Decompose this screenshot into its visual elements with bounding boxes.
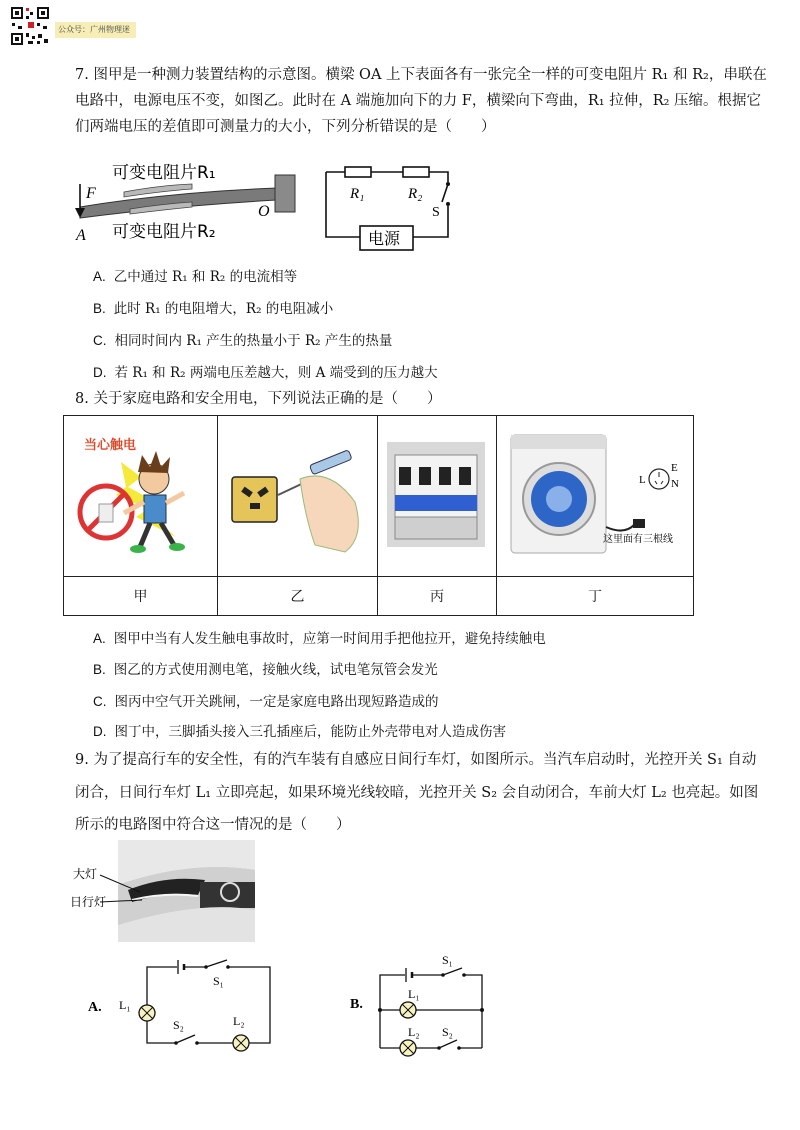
lamp-l2: [400, 1040, 416, 1056]
r2-resistor: [403, 167, 429, 177]
wall-support: [275, 175, 295, 212]
q9-stem-line-2: 闭合，日间行车灯 L₁ 立即亮起，如果环境光线较暗，光控开关 S₂ 会自动闭合，车前大灯 L₂ 也亮起。如图: [75, 785, 759, 801]
r1-resistor: [345, 167, 371, 177]
lamp-l1: [139, 1005, 155, 1021]
r1-label: 可变电阻片R₁: [112, 163, 216, 183]
r2-symbol: R₂: [408, 186, 423, 202]
source-label: 电源: [368, 229, 401, 248]
q7-option-c[interactable]: C. 相同时间内 R₁ 产生的热量小于 R₂ 产生的热量: [93, 333, 393, 349]
figure-ding-cell: [497, 416, 694, 577]
circuit-b-s1: S₁: [442, 953, 453, 967]
q7-stem-line-2: 电路中，电源电压不变，如图乙。此时在 A 端施加向下的力 F，横梁向下弯曲，R₁ 拉伸，R₂ 压缩。根据它: [75, 93, 762, 109]
circuit-a-s2: S₂: [173, 1018, 184, 1032]
daylight-label: 日行灯: [70, 895, 107, 909]
q8-stem: 8. 关于家庭电路和安全用电，下列说法正确的是（ ）: [75, 391, 442, 407]
circuit-a[interactable]: [85, 955, 285, 1060]
switch-s2: [176, 1035, 195, 1043]
circuit-a-l1: L₁: [119, 998, 131, 1012]
q7-stem-line-3: 们两端电压的差值即可测量力的大小，下列分析错误的是（ ）: [75, 119, 496, 135]
plug-label-l: L: [639, 473, 646, 486]
washing-machine-illustration: [499, 417, 691, 572]
circuit-b-l1: L₁: [408, 987, 420, 1001]
r2-label: 可变电阻片R₂: [112, 222, 216, 242]
q7-figure-jia: [72, 150, 307, 250]
q8-option-b[interactable]: B. 图乙的方式使用测电笔，接触火线，试电笔氖管会发光: [93, 662, 438, 678]
q8-option-d[interactable]: D. 图丁中，三脚插头接入三孔插座后，能防止外壳带电对人造成伤害: [93, 724, 506, 740]
circuit-a-label: A.: [88, 1000, 102, 1015]
switch-s: [442, 184, 448, 202]
caption-jia: 甲: [64, 577, 218, 616]
force-label: F: [86, 185, 96, 202]
warning-text: 当心触电: [83, 437, 136, 453]
q8-option-c[interactable]: C. 图丙中空气开关跳闸，一定是家庭电路出现短路造成的: [93, 694, 439, 710]
qr-code: [10, 6, 50, 46]
q9-stem-line-1: 9. 为了提高行车的安全性，有的汽车装有自感应日间行车灯，如图所示。当汽车启动时，光控开关 S₁ 自动: [75, 752, 757, 768]
electrocution-illustration: [66, 417, 216, 572]
switch-label: S: [432, 205, 440, 220]
q8-number: 8.: [75, 391, 89, 407]
caption-yi: 乙: [218, 577, 378, 616]
wire-note: 这里面有三根线: [603, 533, 673, 545]
q7-option-d[interactable]: D. 若 R₁ 和 R₂ 两端电压差越大，则 A 端受到的压力越大: [93, 365, 438, 381]
q7-option-a[interactable]: A. 乙中通过 R₁ 和 R₂ 的电流相等: [93, 269, 298, 285]
q7-figure-yi: [320, 160, 460, 255]
figure-jia-cell: [64, 416, 218, 577]
point-a-label: A: [76, 227, 86, 244]
switch-s1: [206, 960, 227, 967]
switch-s1: [443, 968, 462, 975]
point-o-label: O: [258, 203, 270, 220]
circuit-b-l2: L₂: [408, 1025, 420, 1039]
q7-stem-line-1: 7. 图甲是一种测力装置结构的示意图。横梁 OA 上下表面各有一张完全一样的可变电阻片 R₁ 和 R₂，串联在: [75, 67, 767, 83]
power-cord: [606, 525, 634, 531]
circuit-a-s1: S₁: [213, 974, 224, 988]
circuit-b[interactable]: [350, 950, 500, 1065]
q9-number: 9.: [75, 752, 89, 768]
air-switch-illustration: [381, 417, 493, 572]
switch-s2: [439, 1040, 457, 1048]
lamp-l2: [233, 1035, 249, 1051]
figure-bing-cell: [378, 416, 497, 577]
r1-symbol: R₁: [350, 186, 365, 202]
caption-ding: 丁: [497, 577, 694, 616]
figure-yi-cell: [218, 416, 378, 577]
three-pin-plug: [633, 519, 645, 528]
test-pen-illustration: [220, 417, 375, 572]
circuit-b-s2: S₂: [442, 1025, 453, 1039]
circuit-a-l2: L₂: [233, 1014, 245, 1028]
caption-bing: 丙: [378, 577, 497, 616]
plug-label-n: N: [671, 477, 679, 490]
q8-option-a[interactable]: A. 图甲中当有人发生触电事故时，应第一时间用手把他拉开，避免持续触电: [93, 631, 546, 647]
plug-label-e: E: [671, 461, 678, 474]
circuit-b-label: B.: [350, 997, 363, 1012]
lamp-l1: [400, 1002, 416, 1018]
test-pen-body: [309, 449, 352, 474]
headlight-label: 大灯: [73, 867, 98, 881]
socket-panel: [232, 477, 277, 522]
q7-number: 7.: [75, 67, 89, 83]
q8-figure-table: [63, 415, 694, 616]
q9-stem-line-3: 所示的电路图中符合这一情况的是（ ）: [75, 817, 351, 833]
watermark: 公众号：广州物理迷: [55, 22, 136, 38]
car-photo: [70, 840, 255, 945]
q7-option-b[interactable]: B. 此时 R₁ 的电阻增大，R₂ 的电阻减小: [93, 301, 334, 317]
